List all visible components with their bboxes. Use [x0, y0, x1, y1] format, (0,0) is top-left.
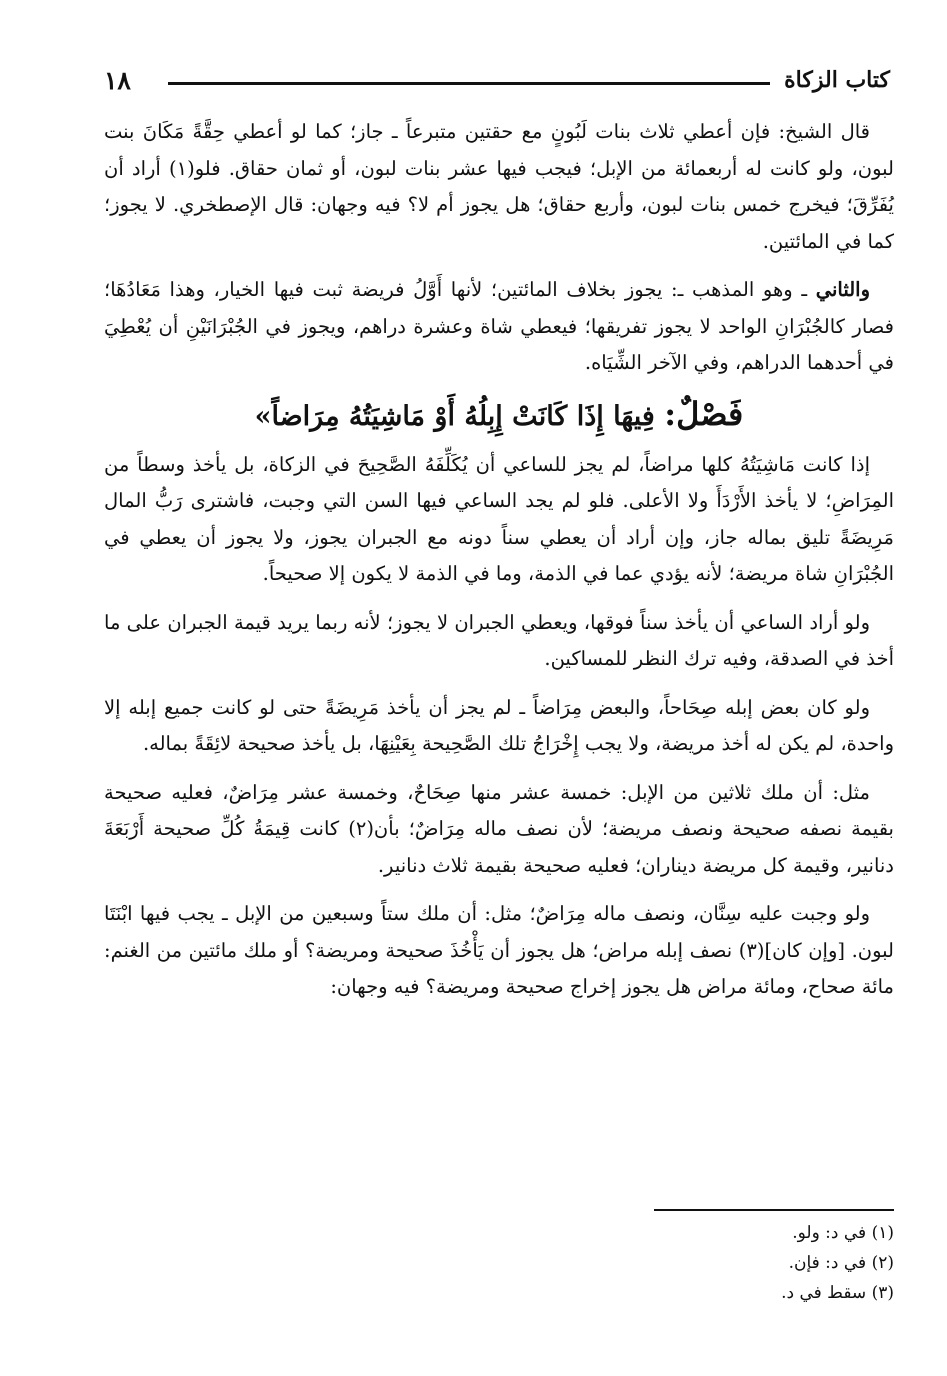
section-paragraph-3: ولو كان بعض إبله صِحَاحاً، والبعض مِرَاضاً ـ لم يجز أن يأخذ مَرِيضَةً حتى لو كانت جميع إبله إلا واحدة، لم يكن له أخذ مريضة، ولا يجب إِخْرَاجُ تلك الصَّحِيحة بِعَيْنِهَا، بل يأخذ صحيحة لائِقَةً بماله.: [104, 695, 894, 755]
footnote-2: (٢) في د: فإن.: [788, 1253, 894, 1273]
page-header: [104, 60, 890, 100]
section-heading-word: فَصْلٌ:: [664, 394, 744, 433]
header-rule: [168, 82, 770, 85]
paragraph-2-text: ـ وهو المذهب ـ: يجوز بخلاف المائتين؛ لأنها أَوَّلُ فريضة ثبت فيها الخيار، وهذا مَعَادُهَا؛ فصار كالجُبْرَانِ الواحد لا يجوز تفريقها؛ فيعطي شاة وعشرة دراهم، ويجوز في الجُبْرَانَيْنِ أن يُعْطِيَ في أحدهما الدراهم، وفي الآخر الشِّيَاه.: [104, 278, 895, 374]
section-paragraph-1: إذا كانت مَاشِيَتُهُ كلها مراضاً، لم يجز للساعي أن يُكَلِّفَهُ الصَّحِيحَ في الزكاة، بل يأخذ وسطاً من المِرَاضِ؛ لا يأخذ الأَرْدَأَ ولا الأعلى. فلو لم يجد الساعي فيها السن التي وجبت، فاشترى رَبُّ المال مَرِيضَةً تليق بماله جاز، وإن أراد أن يعطي سناً دونه مع الجبران يجوز، ولا يجوز أن يعطي في الجُبْرَانِ شاة مريضة؛ لأنه يؤدي عما في الذمة، وما في الذمة لا يكون إلا صحيحاً.: [104, 452, 894, 585]
paragraph-2: [104, 272, 894, 382]
footnote-1: (١) في د: ولو.: [792, 1223, 894, 1243]
footnote-3: (٣) سقط في د.: [781, 1283, 894, 1303]
section-paragraph-2: ولو أراد الساعي أن يأخذ سناً فوقها، ويعطي الجبران لا يجوز؛ لأنه ربما يريد قيمة الجبران على ما أخذ في الصدقة، وفيه ترك النظر للمساكين.: [104, 610, 894, 670]
paragraph-1-text: قال الشيخ: فإن أعطي ثلاث بنات لَبُونٍ مع حقتين متبرعاً ـ جاز؛ كما لو أعطي حِقَّةً مَكَانَ بنت لبون، ولو كانت له أربعمائة من الإبل؛ فيجب فيها عشر بنات لبون، أو ثمان حقاق. فلو(١) أراد أن يُفَرِّقَ؛ فيخرج خمس بنات لبون، وأربع حقاق؛ هل يجوز أم لا؟ فيه وجهان: قال الإصطخري. لا يجوز؛ كما في المائتين.: [104, 120, 894, 253]
section-paragraph-4: مثل: أن ملك ثلاثين من الإبل: خمسة عشر منها صِحَاحٌ، وخمسة عشر مِرَاضٌ، فعليه صحيحة بقيمة نصفه صحيحة ونصف مريضة؛ لأن نصف ماله مِرَاضٌ؛ بأن(٢) كانت قِيمَةُ كُلِّ صحيحة أَرْبَعَةَ دنانير، وقيمة كل مريضة ديناران؛ فعليه صحيحة بقيمة ثلاث دنانير.: [104, 780, 894, 877]
paragraph-2-lead: والثاني: [815, 278, 870, 301]
footnote-rule: [654, 1209, 894, 1211]
section-paragraph-5: ولو وجبت عليه سِنَّان، ونصف ماله مِرَاضٌ؛ مثل: أن ملك ستاً وسبعين من الإبل ـ يجب فيها ابْنَتَا لبون. [وإن كان](٣) نصف إبله مراض؛ هل يجوز أن يَأْخُذَ صحيحة ومريضة؟ أو ملك مائتين من الغنم: مائة صحاح، ومائة مراض هل يجوز إخراج صحيحة ومريضة؟ فيه وجهان:: [104, 902, 894, 998]
section-heading-title: فِيهَا إِذَا كَانَتْ إِبِلُهُ أَوْ مَاشِيَتُهُ مِرَاضاً»: [254, 400, 655, 432]
page-number: ١٨: [104, 65, 131, 95]
footnotes: [450, 1218, 894, 1308]
body-text: [104, 114, 894, 1018]
running-title: كتاب الزكاة: [784, 67, 890, 93]
section-heading: [104, 394, 894, 437]
paragraph-1: [104, 114, 894, 260]
